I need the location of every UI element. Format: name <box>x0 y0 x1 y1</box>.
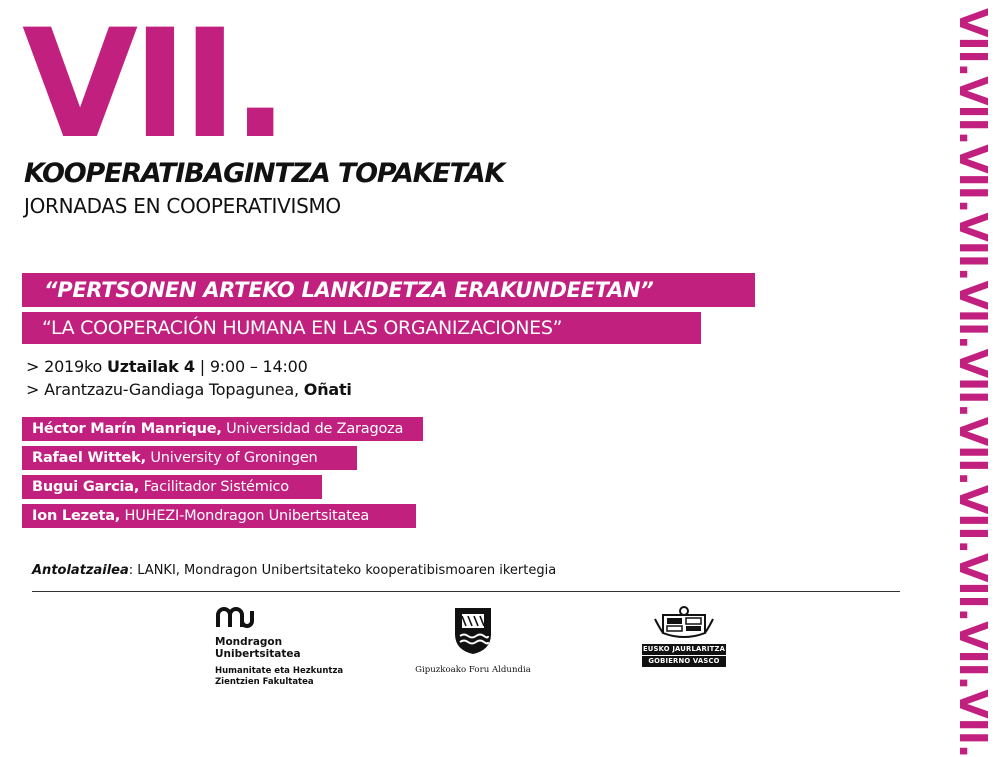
title-basque: KOOPERATIBAGINTZA TOPAKETAK <box>24 158 505 189</box>
event-place-line <box>26 380 352 399</box>
mondragon-mark-icon <box>215 605 255 631</box>
title-spanish: JORNADAS EN COOPERATIVISMO <box>24 194 341 218</box>
speaker-affiliation: HUHEZI-Mondragon Unibertsitatea <box>120 508 370 524</box>
mondragon-name-line2: Unibertsitatea <box>215 648 301 660</box>
speaker-name: Héctor Marín Manrique, <box>32 421 222 437</box>
side-edition-strip <box>951 8 995 757</box>
gipuzkoa-label: Gipuzkoako Foru Aldundia <box>415 665 531 675</box>
event-date-line <box>26 357 308 376</box>
event-time: | 9:00 – 14:00 <box>194 357 308 376</box>
edition-number: VII. <box>22 0 283 172</box>
speaker-name: Ion Lezeta, <box>32 508 121 524</box>
speaker-affiliation: Universidad de Zaragoza <box>221 421 404 437</box>
speaker-item <box>22 475 322 499</box>
speaker-name: Rafael Wittek, <box>32 450 146 466</box>
speaker-item <box>22 417 423 441</box>
eusko-jaurlaritza-label <box>642 644 726 655</box>
speaker-name: Bugui Garcia, <box>32 479 140 495</box>
date-prefix: > 2019ko <box>26 357 107 376</box>
organizer-label: Antolatzailea <box>32 563 129 578</box>
basque-coat-of-arms-icon <box>653 605 715 639</box>
mondragon-faculty <box>215 666 355 688</box>
speaker-item <box>22 504 416 528</box>
place-town: Oñati <box>303 380 352 399</box>
eusko-jaurlaritza-logo <box>642 605 726 667</box>
gipuzkoa-logo <box>412 606 534 675</box>
date-day: Uztailak 4 <box>106 357 195 376</box>
faculty-line1: Humanitate eta Hezkuntza <box>215 666 344 676</box>
speaker-affiliation: University of Groningen <box>145 450 318 466</box>
eusko-line2: GOBIERNO VASCO <box>648 657 720 665</box>
speaker-affiliation: Facilitador Sistémico <box>139 479 289 495</box>
theme-basque: “PERTSONEN ARTEKO LANKIDETZA ERAKUNDEETAN” <box>44 278 654 302</box>
divider-rule <box>32 591 900 592</box>
speaker-item <box>22 446 357 470</box>
place-prefix: > Arantzazu-Gandiaga Topagunea, <box>26 380 304 399</box>
mondragon-logo <box>215 605 355 688</box>
gipuzkoa-shield-icon <box>453 606 493 656</box>
theme-basque-band <box>22 273 755 307</box>
organizer-line <box>32 563 556 578</box>
eusko-line1: EUSKO JAURLARITZA <box>642 645 726 653</box>
organizer-text: : LANKI, Mondragon Unibertsitateko kooperatibismoaren ikertegia <box>128 563 557 578</box>
mondragon-name-line1: Mondragon <box>215 636 283 648</box>
side-edition-text: VII.VII.VII.VII.VII.VII.VII.VII.VII.VII.VII. <box>951 8 995 757</box>
faculty-line2: Zientzien Fakultatea <box>215 677 314 687</box>
theme-spanish-band <box>22 312 701 344</box>
gobierno-vasco-label <box>642 656 726 667</box>
theme-spanish: “LA COOPERACIÓN HUMANA EN LAS ORGANIZACIONES” <box>42 317 563 339</box>
